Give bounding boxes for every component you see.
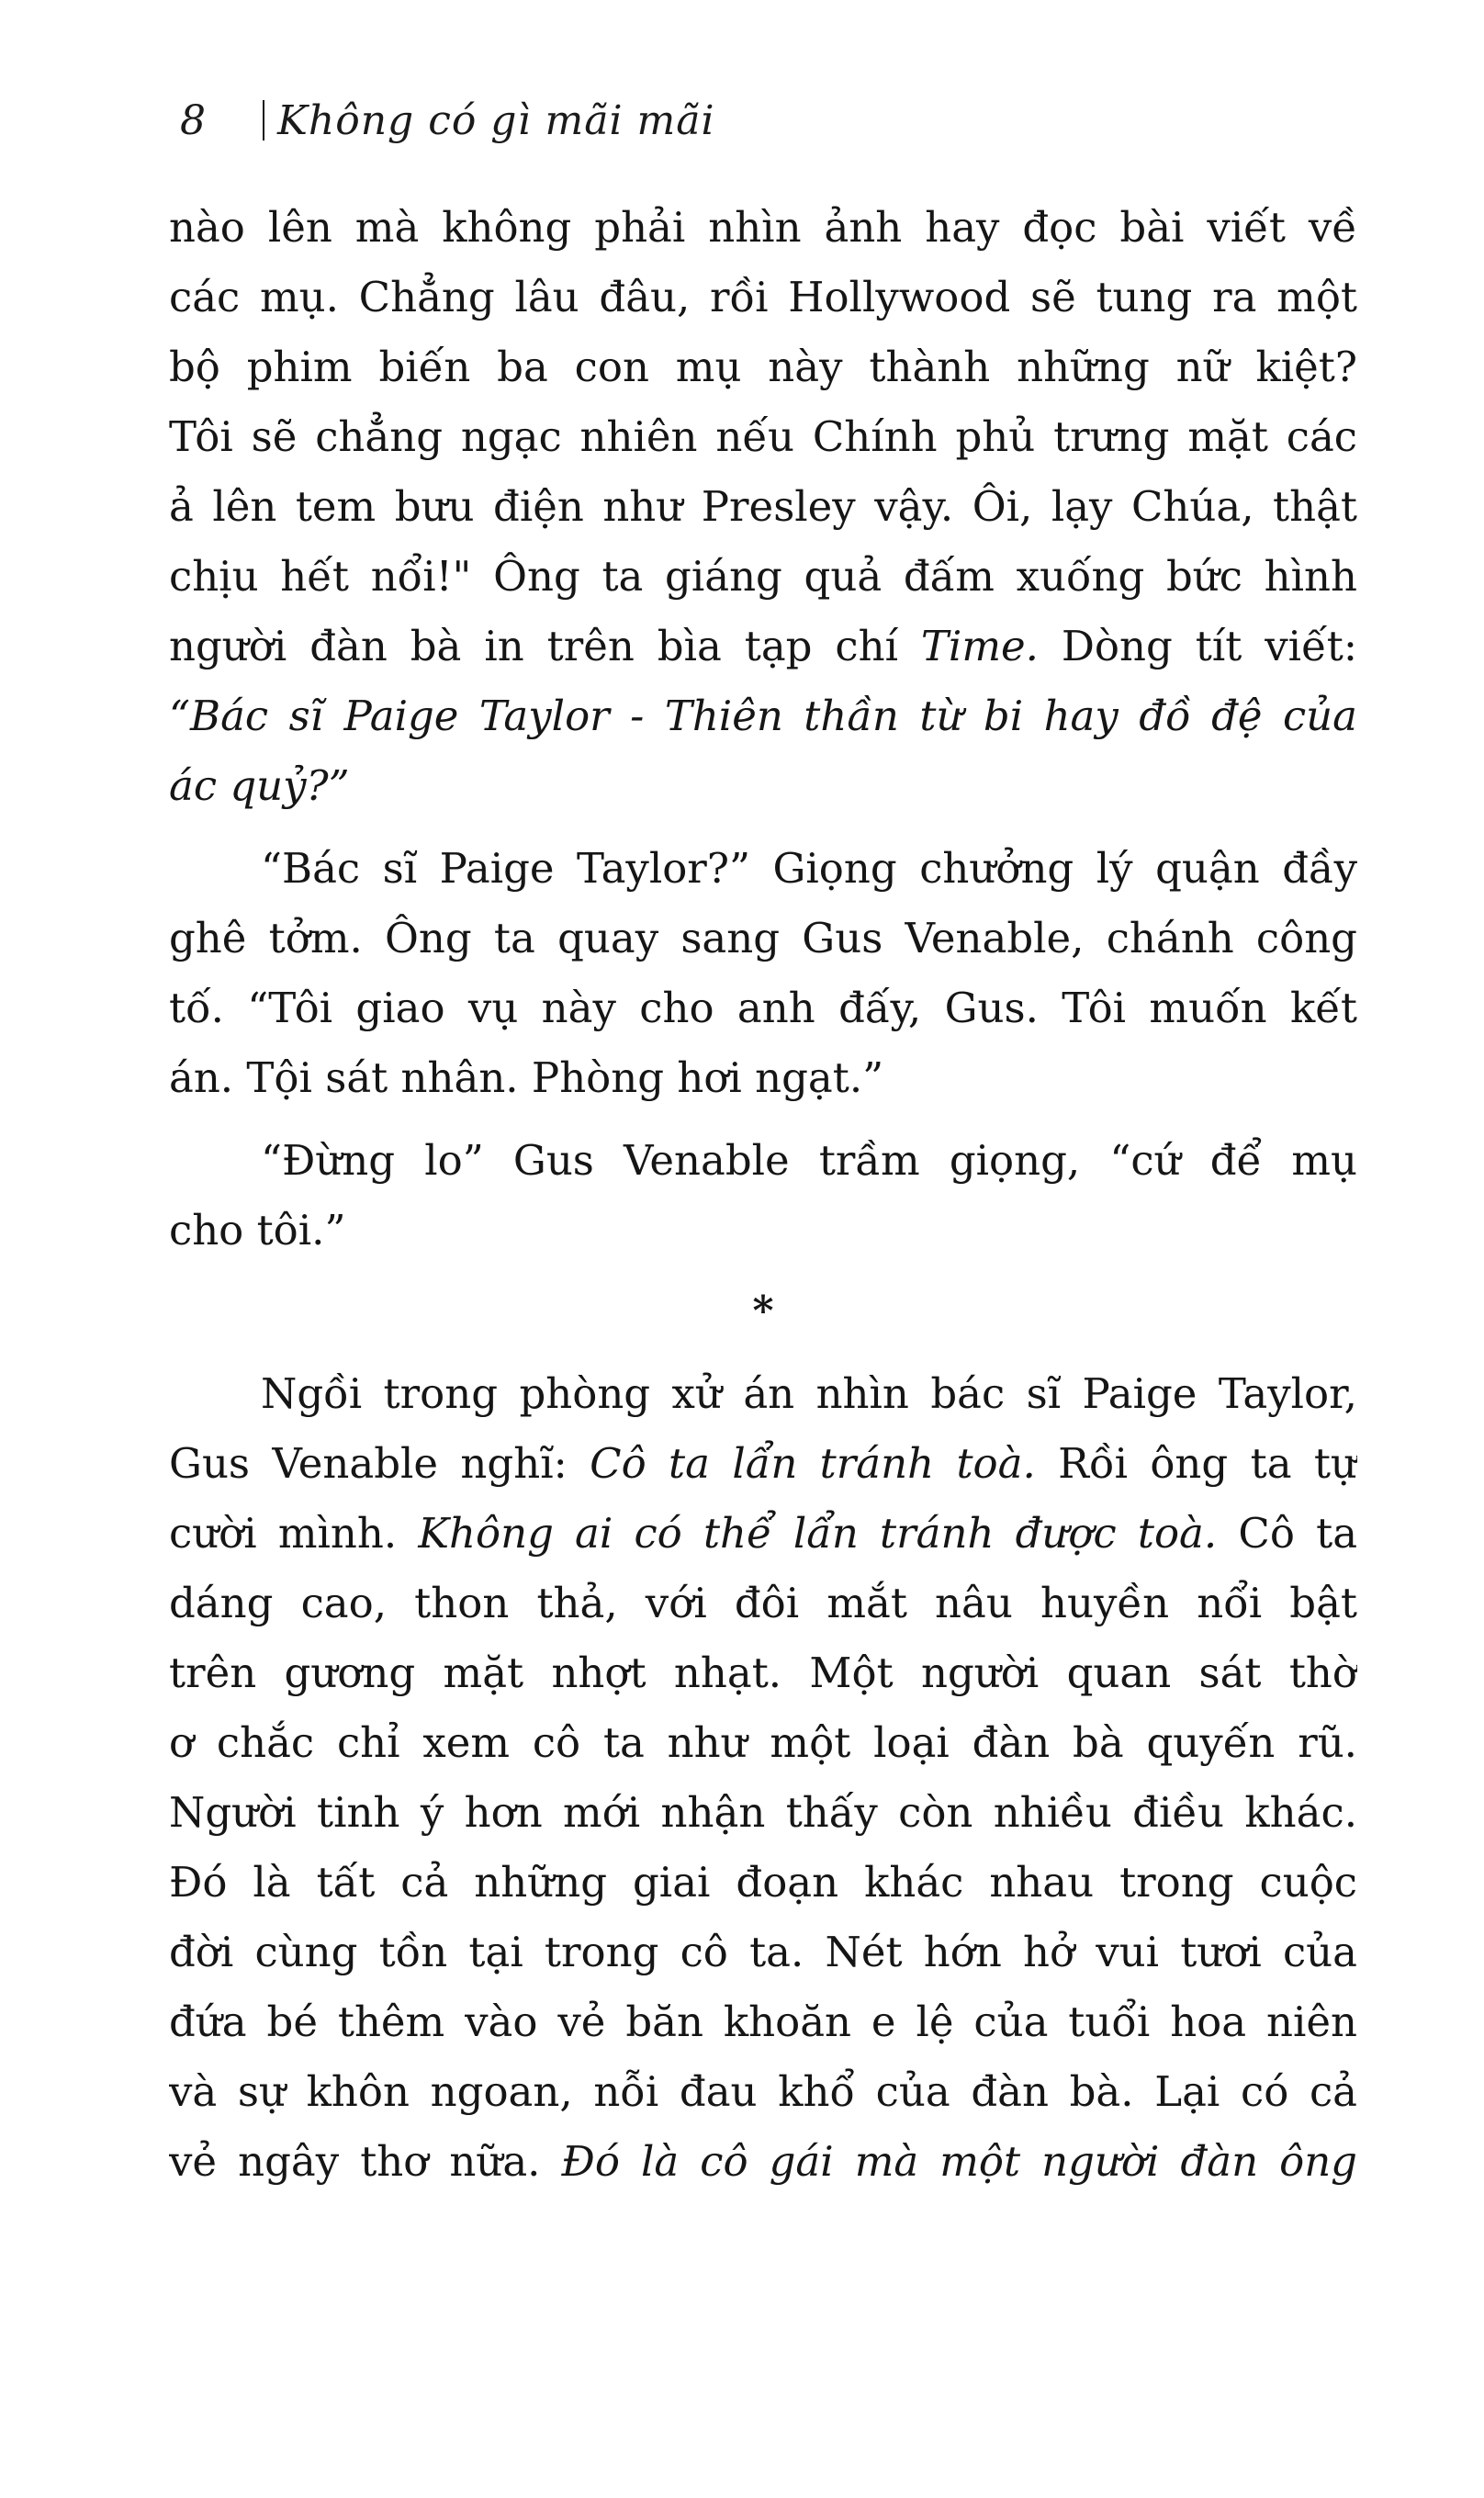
book-title: Không có gì mãi mãi [277,96,715,144]
text-span: Gus Venable nghĩ: [169,1439,590,1488]
text-span: Dòng tít viết: [1038,622,1357,670]
text-line [169,2127,1357,2197]
text-line: Đó là tất cả những giai đoạn khác nhau trong cuộc [169,1858,1357,1907]
italic-text: Cô ta lẩn tránh toà. [590,1439,1036,1488]
text-span: người đàn bà in trên bìa tạp chí [169,622,921,670]
text-line: đời cùng tồn tại trong cô ta. Nét hớn hở vui tươi của [169,1928,1357,1976]
italic-text: ác quỷ?” [169,761,350,810]
running-header [180,88,715,152]
text-line: ả lên tem bưu điện như Presley vậy. Ôi, lạy Chúa, thật [169,482,1357,531]
italic-text: Không ai có thể lẩn tránh được toà. [418,1509,1218,1558]
text-line: “Đừng lo” Gus Venable trầm giọng, “cứ để mụ [261,1136,1357,1185]
text-line [169,681,1357,751]
italic-text: Đó là cô gái mà một người đàn ông [561,2137,1357,2186]
text-line: nào lên mà không phải nhìn ảnh hay đọc bài viết về [169,203,1357,252]
text-line: ơ chắc chỉ xem cô ta như một loại đàn bà quyến rũ. [169,1718,1357,1767]
section-break: * [752,1288,774,1334]
italic-text: Time. [920,622,1039,670]
header-separator [263,100,264,141]
text-line: dáng cao, thon thả, với đôi mắt nâu huyền nổi bật [169,1579,1357,1627]
text-span: Cô ta [1217,1509,1357,1558]
italic-text: “Bác sĩ Paige Taylor - Thiên thần từ bi hay đồ đệ của [169,692,1357,740]
text-line: Người tinh ý hơn mới nhận thấy còn nhiều điều khác. [169,1788,1357,1837]
text-line: các mụ. Chẳng lâu đâu, rồi Hollywood sẽ tung ra một [169,273,1357,321]
text-line [169,1429,1357,1499]
text-line: và sự khôn ngoan, nỗi đau khổ của đàn bà. Lại có cả [169,2067,1357,2116]
text-line: bộ phim biến ba con mụ này thành những nữ kiệt? [169,343,1357,391]
text-line: Ngồi trong phòng xử án nhìn bác sĩ Paige Taylor, [261,1369,1357,1418]
text-span: cười mình. [169,1509,419,1558]
text-line [169,1499,1357,1569]
text-line: Tôi sẽ chẳng ngạc nhiên nếu Chính phủ trưng mặt các [169,412,1357,461]
text-line: trên gương mặt nhợt nhạt. Một người quan sát thờ [169,1648,1357,1697]
text-line: chịu hết nổi!" Ông ta giáng quả đấm xuống bức hình [169,552,1357,601]
page-number: 8 [180,96,206,144]
text-line: ghê tởm. Ông ta quay sang Gus Venable, chánh công [169,914,1357,962]
text-span: vẻ ngây thơ nữa. [169,2137,562,2186]
text-line [169,612,1357,681]
text-line [169,751,1357,821]
text-line: tố. “Tôi giao vụ này cho anh đấy, Gus. Tôi muốn kết [169,984,1357,1032]
text-span: Rồi ông ta tự [1035,1439,1357,1488]
text-line: đứa bé thêm vào vẻ băn khoăn e lệ của tuổi hoa niên [169,1997,1357,2046]
text-line: án. Tội sát nhân. Phòng hơi ngạt.” [169,1053,884,1102]
text-line: cho tôi.” [169,1206,346,1255]
text-line: “Bác sĩ Paige Taylor?” Giọng chưởng lý quận đầy [261,844,1357,893]
body-text [169,193,1357,2197]
